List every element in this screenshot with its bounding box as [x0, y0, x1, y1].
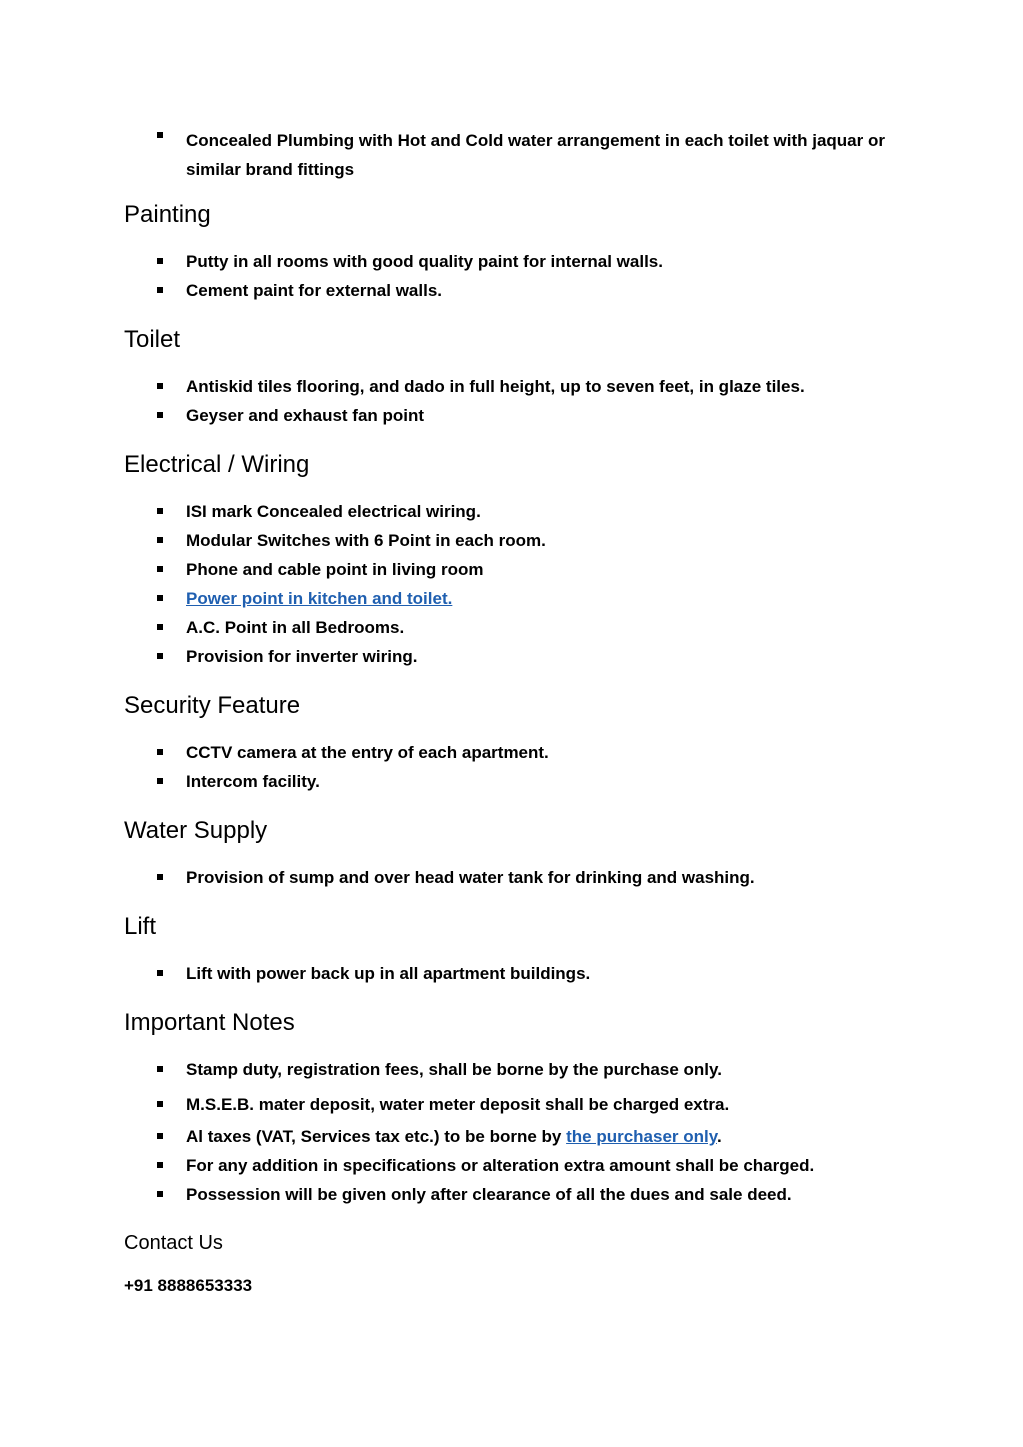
heading-water-supply: Water Supply — [124, 817, 268, 844]
heading-electrical: Electrical / Wiring — [124, 451, 310, 478]
list-item-text: Geyser and exhaust fan point — [186, 406, 425, 425]
list-item-text: Provision of sump and over head water tank for drinking and washing. — [186, 868, 755, 887]
list-item-text: Cement paint for external walls. — [186, 281, 443, 300]
list-item-text: Antiskid tiles flooring, and dado in full height, up to seven feet, in glaze tiles. — [186, 377, 805, 396]
list-item-text: Modular Switches with 6 Point in each room. — [186, 531, 546, 550]
list-item-text: Phone and cable point in living room — [186, 560, 484, 579]
list-item-text: Intercom facility. — [186, 772, 320, 791]
list-item-text: A.C. Point in all Bedrooms. — [186, 618, 405, 637]
bullet-icon — [157, 749, 163, 755]
heading-important-notes: Important Notes — [124, 1009, 295, 1036]
list-item-text: Stamp duty, registration fees, shall be borne by the purchase only. — [186, 1060, 722, 1079]
bullet-icon — [157, 1133, 163, 1139]
bullet-icon — [157, 653, 163, 659]
bullet-icon — [157, 624, 163, 630]
bullet-icon — [157, 258, 163, 264]
list-item-text: M.S.E.B. mater deposit, water meter deposit shall be charged extra. — [186, 1095, 730, 1114]
bullet-icon — [157, 778, 163, 784]
bullet-icon — [157, 566, 163, 572]
heading-lift: Lift — [124, 913, 157, 940]
bullet-icon — [157, 874, 163, 880]
bullet-icon — [157, 287, 163, 293]
bullet-icon — [157, 132, 163, 138]
heading-security: Security Feature — [124, 692, 301, 719]
bullet-icon — [157, 537, 163, 543]
bullet-icon — [157, 1101, 163, 1107]
list-item-text: ISI mark Concealed electrical wiring. — [186, 502, 481, 521]
bullet-icon — [157, 970, 163, 976]
bullet-icon — [157, 508, 163, 514]
list-item-text: CCTV camera at the entry of each apartment. — [186, 743, 549, 762]
notes-item3-suffix: . — [716, 1127, 722, 1146]
bullet-icon — [157, 1066, 163, 1072]
bullet-icon — [157, 595, 163, 601]
heading-painting: Painting — [124, 201, 211, 228]
list-item-text: Possession will be given only after clearance of all the dues and sale deed. — [186, 1185, 792, 1204]
list-item-text: Provision for inverter wiring. — [186, 647, 418, 666]
list-item-text: Putty in all rooms with good quality paint for internal walls. — [186, 252, 663, 271]
power-point-link[interactable]: Power point in kitchen and toilet. — [186, 589, 453, 608]
bullet-icon — [157, 383, 163, 389]
bullet-icon — [157, 412, 163, 418]
list-item-text — [186, 1127, 722, 1147]
bullet-icon — [157, 1162, 163, 1168]
list-item-text: Concealed Plumbing with Hot and Cold water arrangement in each toilet with jaquar or similar brand fittings — [186, 131, 885, 179]
bullet-icon — [157, 1191, 163, 1197]
notes-item3-prefix: Al taxes (VAT, Services tax etc.) to be borne by — [186, 1127, 567, 1146]
heading-toilet: Toilet — [124, 326, 181, 353]
purchaser-link[interactable]: the purchaser only — [566, 1127, 717, 1146]
list-item-plumbing — [0, 126, 1023, 186]
list-item-text: Lift with power back up in all apartment buildings. — [186, 964, 591, 983]
list-item-text: For any addition in specifications or alteration extra amount shall be charged. — [186, 1156, 815, 1175]
contact-phone: +91 8888653333 — [124, 1276, 253, 1295]
heading-contact-us: Contact Us — [124, 1232, 223, 1254]
